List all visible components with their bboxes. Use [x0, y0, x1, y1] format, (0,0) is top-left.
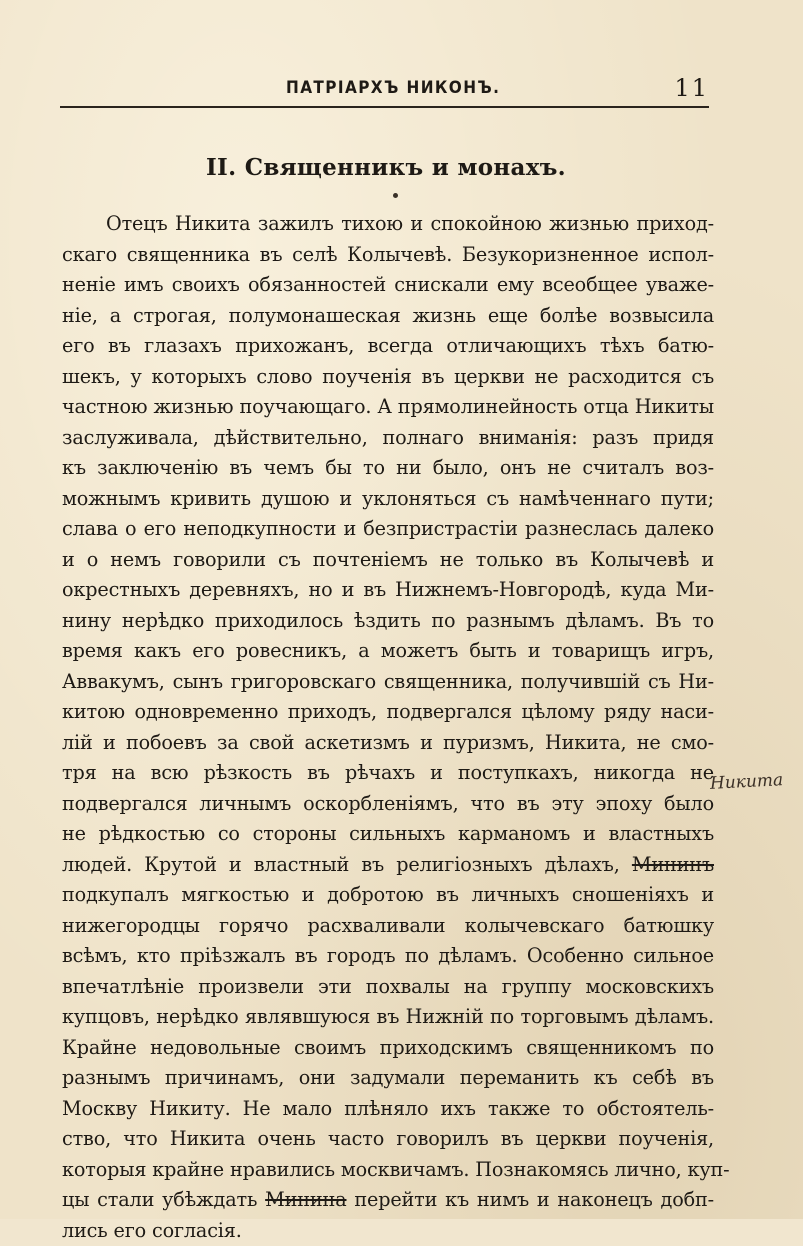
text-line: неніе имъ своихъ обязанностей снискали ему всеобщее уваже- — [62, 270, 714, 301]
text-line: подвергался личнымъ оскорбленіямъ, что въ эту эпоху было — [62, 789, 714, 820]
text-line: частною жизнью поучающаго. А прямолинейность отца Никиты — [62, 392, 714, 423]
text-line: лій и побоевъ за свой аскетизмъ и пуризмъ, Никита, не смо- — [62, 728, 714, 759]
text-line: цы стали убѣждать Минина перейти къ нимъ и наконецъ добп- — [62, 1185, 714, 1216]
body-text — [62, 209, 714, 1246]
text-line: окрестныхъ деревняхъ, но и въ Нижнемъ-Новгородѣ, куда Ми- — [62, 575, 714, 606]
header-rule — [60, 106, 709, 108]
text-line: слава о его неподкупности и безпристрастіи разнеслась далеко — [62, 514, 714, 545]
text-line: не рѣдкостью со стороны сильныхъ карманомъ и властныхъ — [62, 819, 714, 850]
text-line: скаго священника въ селѣ Колычевѣ. Безукоризненное испол- — [62, 240, 714, 271]
text-line: ство, что Никита очень часто говорилъ въ церкви поученія, — [62, 1124, 714, 1155]
struck-word: Минина — [265, 1188, 346, 1211]
chapter-title: II. Священникъ и монахъ. — [60, 154, 712, 181]
page-header — [60, 72, 711, 106]
text-line: ніе, а строгая, полумонашеская жизнь еще болѣе возвысила — [62, 301, 714, 332]
text-line: къ заключенію въ чемъ бы то ни было, онъ не считалъ воз- — [62, 453, 714, 484]
text-line: время какъ его ровесникъ, а можетъ быть и товарищъ игръ, — [62, 636, 714, 667]
text-line: разнымъ причинамъ, они задумали переманить къ себѣ въ — [62, 1063, 714, 1094]
text-line: подкупалъ мягкостью и добротою въ личныхъ сношеніяхъ и — [62, 880, 714, 911]
page-number: 11 — [674, 74, 709, 102]
text-line: людей. Крутой и властный въ религіозныхъ дѣлахъ, Мининъ — [62, 850, 714, 881]
ornament-dot — [393, 193, 398, 198]
text-line: впечатлѣніе произвели эти похвалы на группу московскихъ — [62, 972, 714, 1003]
text-line: Отецъ Никита зажилъ тихою и спокойною жизнью приход- — [62, 209, 714, 240]
struck-word: Мининъ — [632, 853, 714, 876]
text-line: Аввакумъ, сынъ григоровскаго священника, получившій съ Ни- — [62, 667, 714, 698]
running-title: ПАТРІАРХЪ НИКОНЪ. — [286, 78, 500, 98]
text-line: Крайне недовольные своимъ приходскимъ священникомъ по — [62, 1033, 714, 1064]
text-line: и о немъ говорили съ почтеніемъ не только въ Колычевѣ и — [62, 545, 714, 576]
handwritten-margin-note: Никита — [710, 770, 784, 794]
text-line: которыя крайне нравились москвичамъ. Познакомясь лично, куп- — [62, 1155, 714, 1186]
text-line: его въ глазахъ прихожанъ, всегда отличающихъ тѣхъ батю- — [62, 331, 714, 362]
text-line: Москву Никиту. Не мало плѣняло ихъ также то обстоятель- — [62, 1094, 714, 1125]
text-line: лись его согласія. — [62, 1216, 714, 1246]
text-line: всѣмъ, кто пріѣзжалъ въ городъ по дѣламъ. Особенно сильное — [62, 941, 714, 972]
text-line: тря на всю рѣзкость въ рѣчахъ и поступкахъ, никогда не — [62, 758, 714, 789]
text-line: нину нерѣдко приходилось ѣздить по разнымъ дѣламъ. Въ то — [62, 606, 714, 637]
text-line: заслуживала, дѣйствительно, полнаго вниманія: разъ придя — [62, 423, 714, 454]
text-line: китою одновременно приходъ, подвергался цѣлому ряду наси- — [62, 697, 714, 728]
text-line: можнымъ кривить душою и уклоняться съ намѣченнаго пути; — [62, 484, 714, 515]
text-line: купцовъ, нерѣдко являвшуюся въ Нижній по торговымъ дѣламъ. — [62, 1002, 714, 1033]
text-line: нижегородцы горячо расхваливали колычевскаго батюшку — [62, 911, 714, 942]
text-line: шекъ, у которыхъ слово поученія въ церкви не расходится съ — [62, 362, 714, 393]
